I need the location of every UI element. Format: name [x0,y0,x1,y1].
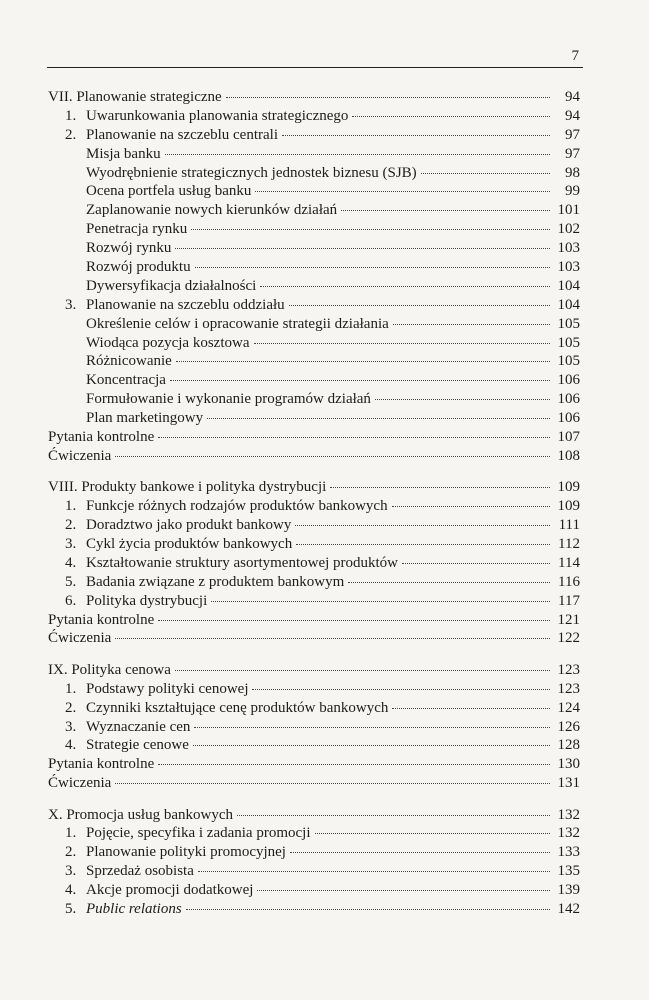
entry-number: 2. [65,126,77,143]
toc-entry [48,201,580,220]
entry-page-number: 142 [557,901,580,918]
entry-page-number: 103 [557,240,580,257]
dot-leader [115,782,550,784]
entry-title: Rozwój produktu [86,259,191,276]
entry-page-number: 112 [558,535,580,552]
entry-number: 5. [65,573,77,590]
entry-page-number: 105 [557,334,580,351]
toc-entry [48,629,580,648]
entry-title: Cykl życia produktów bankowych [86,535,293,552]
entry-title: Ćwiczenia [48,447,112,464]
toc-entry [48,535,580,554]
entry-page-number: 109 [557,498,580,515]
entry-page-number: 102 [557,221,580,238]
toc-entry [48,497,580,516]
dot-leader [315,832,551,834]
entry-title: Formułowanie i wykonanie programów działań [86,391,371,408]
entry-title: Planowanie polityki promocyjnej [86,844,286,861]
toc-entry [48,182,580,201]
dot-leader [158,436,550,438]
entry-title: Plan marketingowy [86,410,204,427]
toc-entry [48,126,580,145]
entry-page-number: 108 [557,447,580,464]
entry-page-number: 94 [565,89,580,105]
toc-entry [48,718,580,737]
dot-leader [211,600,550,602]
dot-leader [237,814,550,816]
dot-leader [255,190,550,192]
entry-title: Planowanie na szczeblu oddziału [86,296,285,313]
toc-section [48,661,580,793]
entry-title: Misja banku [86,145,161,162]
entry-title: Penetracja rynku [86,221,188,238]
dot-leader [194,726,550,728]
dot-leader [421,172,550,174]
entry-title: IX. Polityka cenowa [48,661,171,678]
entry-page-number: 128 [557,737,580,754]
entry-page-number: 106 [557,372,580,389]
toc-entry [48,516,580,535]
entry-title: Podstawy polityki cenowej [86,680,249,697]
dot-leader [176,360,550,362]
dot-leader [115,455,550,457]
toc-entry [48,680,580,699]
entry-title: Funkcje różnych rodzajów produktów bankowych [86,498,388,515]
entry-title: Pytania kontrolne [48,611,155,628]
entry-title: Koncentracja [86,372,166,389]
toc-entry [48,661,580,680]
entry-page-number: 117 [558,592,580,609]
entry-title: Polityka dystrybucji [86,592,208,609]
toc-section [48,88,580,466]
toc-entry [48,258,580,277]
dot-leader [392,505,550,507]
toc-entry [48,352,580,371]
entry-title: Akcje promocji dodatkowej [86,882,254,899]
dot-leader [392,707,550,709]
toc-entry [48,88,580,107]
entry-title: Ćwiczenia [48,630,112,647]
entry-title: Rozwój rynku [86,240,172,257]
entry-page-number: 101 [557,202,580,219]
entry-number: 6. [65,592,77,609]
entry-page-number: 122 [557,630,580,647]
entry-page-number: 109 [557,479,580,496]
dot-leader [158,619,550,621]
toc-entry [48,478,580,497]
entry-page-number: 97 [565,126,580,143]
toc-entry [48,592,580,611]
entry-title: Ocena portfela usług banku [86,183,252,200]
toc-entry [48,334,580,353]
table-of-contents [48,88,580,931]
toc-entry [48,220,580,239]
entry-page-number: 139 [557,882,580,899]
dot-leader [257,889,550,891]
entry-page-number: 98 [565,164,580,181]
page-number: 7 [571,48,579,64]
toc-entry [48,755,580,774]
entry-title: Planowanie na szczeblu centrali [86,126,278,143]
entry-page-number: 99 [565,183,580,200]
entry-number: 3. [65,863,77,880]
entry-title: Strategie cenowe [86,737,189,754]
toc-entry [48,428,580,447]
toc-entry [48,736,580,755]
toc-entry [48,881,580,900]
toc-entry [48,900,580,919]
toc-entry [48,107,580,126]
entry-title: Uwarunkowania planowania strategicznego [86,107,349,124]
entry-title: Czynniki kształtujące cenę produktów bankowych [86,699,389,716]
dot-leader [341,209,550,211]
entry-page-number: 126 [557,718,580,735]
entry-page-number: 97 [565,145,580,162]
entry-page-number: 123 [557,661,580,678]
dot-leader [290,851,550,853]
entry-page-number: 106 [557,391,580,408]
entry-title: Public relations [86,901,182,918]
toc-entry [48,824,580,843]
entry-title: Wyznaczanie cen [86,718,191,735]
dot-leader [252,688,550,690]
entry-page-number: 107 [557,429,580,446]
toc-entry [48,611,580,630]
entry-title: Doradztwo jako produkt bankowy [86,517,292,534]
entry-title: VIII. Produkty bankowe i polityka dystrybucji [48,479,327,496]
toc-entry [48,699,580,718]
toc-entry [48,806,580,825]
entry-page-number: 104 [557,277,580,294]
entry-page-number: 103 [557,259,580,276]
toc-entry [48,296,580,315]
dot-leader [402,562,550,564]
toc-entry [48,774,580,793]
toc-entry [48,239,580,258]
entry-number: 3. [65,718,77,735]
dot-leader [296,543,550,545]
entry-page-number: 104 [557,296,580,313]
toc-entry [48,843,580,862]
entry-number: 5. [65,901,77,918]
dot-leader [393,323,550,325]
toc-entry [48,554,580,573]
dot-leader [115,637,550,639]
dot-leader [175,669,550,671]
entry-number: 4. [65,737,77,754]
entry-number: 1. [65,498,77,515]
dot-leader [348,581,550,583]
entry-number: 1. [65,825,77,842]
entry-page-number: 132 [557,806,580,823]
entry-title: Pytania kontrolne [48,756,155,773]
toc-entry [48,145,580,164]
entry-number: 1. [65,680,77,697]
entry-title: X. Promocja usług bankowych [48,806,233,823]
entry-title: Dywersyfikacja działalności [86,277,257,294]
dot-leader [352,115,550,117]
entry-number: 3. [65,296,77,313]
dot-leader [260,285,550,287]
entry-title: Wiodąca pozycja kosztowa [86,334,250,351]
entry-number: 1. [65,107,77,124]
entry-page-number: 94 [565,107,580,124]
entry-page-number: 105 [557,315,580,332]
entry-page-number: 111 [558,517,580,534]
entry-title: VII. Planowanie strategiczne [48,89,222,105]
dot-leader [226,96,550,98]
toc-entry [48,862,580,881]
entry-page-number: 133 [557,844,580,861]
entry-page-number: 124 [557,699,580,716]
dot-leader [186,908,550,910]
entry-title: Różnicowanie [86,353,172,370]
entry-title: Określenie celów i opracowanie strategii działania [86,315,389,332]
dot-leader [193,744,550,746]
toc-entry [48,409,580,428]
toc-entry [48,277,580,296]
entry-number: 2. [65,844,77,861]
entry-number: 2. [65,699,77,716]
dot-leader [158,763,550,765]
dot-leader [330,486,550,488]
dot-leader [195,266,550,268]
entry-number: 4. [65,554,77,571]
toc-entry [48,573,580,592]
toc-entry [48,315,580,334]
entry-title: Pojęcie, specyfika i zadania promocji [86,825,311,842]
entry-number: 3. [65,535,77,552]
dot-leader [165,153,550,155]
entry-page-number: 105 [557,353,580,370]
dot-leader [175,247,550,249]
entry-page-number: 135 [557,863,580,880]
entry-page-number: 114 [558,554,580,571]
entry-page-number: 121 [557,611,580,628]
toc-entry [48,447,580,466]
entry-title: Ćwiczenia [48,775,112,792]
entry-title: Zaplanowanie nowych kierunków działań [86,202,338,219]
entry-title: Pytania kontrolne [48,429,155,446]
dot-leader [198,870,550,872]
entry-title: Wyodrębnienie strategicznych jednostek biznesu (SJB) [86,164,417,181]
entry-page-number: 132 [557,825,580,842]
dot-leader [282,134,550,136]
dot-leader [170,379,550,381]
dot-leader [207,417,550,419]
entry-page-number: 106 [557,410,580,427]
entry-page-number: 130 [557,756,580,773]
dot-leader [375,398,550,400]
toc-entry [48,371,580,390]
entry-title: Kształtowanie struktury asortymentowej produktów [86,554,399,571]
entry-title: Sprzedaż osobista [86,863,194,880]
dot-leader [191,228,550,230]
entry-page-number: 116 [558,573,580,590]
dot-leader [289,304,550,306]
toc-section [48,806,580,919]
entry-title: Badania związane z produktem bankowym [86,573,345,590]
toc-entry [48,164,580,183]
entry-number: 4. [65,882,77,899]
entry-page-number: 131 [557,775,580,792]
entry-number: 2. [65,517,77,534]
header-rule [47,67,583,68]
entry-page-number: 123 [557,680,580,697]
dot-leader [295,524,550,526]
dot-leader [254,342,551,344]
toc-section [48,478,580,648]
toc-entry [48,390,580,409]
